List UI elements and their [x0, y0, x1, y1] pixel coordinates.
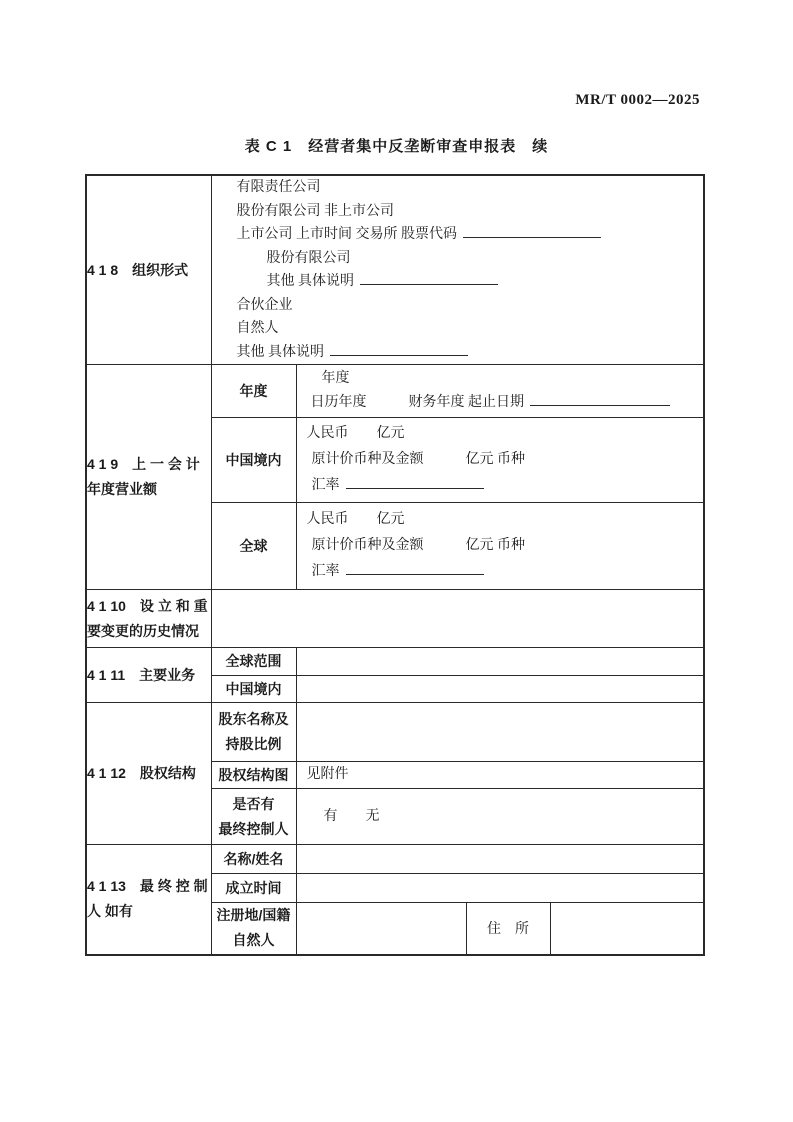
row-label-419: [86, 365, 211, 590]
china-line2: 原计价币种及金额 亿元 币种: [311, 452, 525, 467]
row-label-4110: [86, 590, 211, 648]
option-natural-person: 自然人: [236, 321, 279, 336]
option-partnership: 合伙企业: [236, 297, 293, 313]
controller-name-label: 名称/姓名: [211, 845, 296, 874]
controller-question-label: [211, 789, 296, 845]
controller-question-line2: 最终控制人: [218, 820, 289, 837]
global-line2: 原计价币种及金额 亿元 币种: [311, 538, 525, 553]
option-limited-liability-company: 有限责任公司: [236, 180, 321, 195]
china-domestic-label: 中国境内: [211, 418, 296, 503]
row-label-4112: 4 1 12 股权结构: [86, 703, 211, 845]
row-4111-global-scope: [86, 648, 704, 676]
equity-chart-content: [296, 762, 704, 789]
option-listed-other-text: 其他 具体说明: [266, 274, 354, 289]
china-exchange-rate-text: 汇率: [311, 478, 340, 493]
option-joint-stock-unlisted: 股份有限公司 非上市公司: [236, 203, 394, 219]
global-exchange-rate-blank: [346, 561, 484, 575]
shareholders-label-line1: 股东名称及: [218, 711, 289, 727]
controller-question-content: [296, 789, 704, 845]
year-line2: [297, 391, 704, 415]
option-listed-joint-stock: 股份有限公司: [266, 250, 351, 266]
shareholders-content-empty: [296, 703, 704, 762]
residence-label: 住 所: [466, 903, 550, 955]
row-418-organization-form: [86, 175, 704, 365]
shareholders-label-line2: 持股比例: [225, 736, 282, 752]
equity-chart-label: 股权结构图: [211, 762, 296, 789]
other-blank: [330, 342, 468, 356]
organization-form-options: [211, 175, 704, 365]
option-listed-text: 上市公司 上市时间 交易所 股票代码: [236, 227, 457, 242]
registry-content-empty: [296, 903, 466, 955]
year-content: [296, 365, 704, 418]
global-line3: [297, 559, 704, 585]
row-label-4113: [86, 845, 211, 955]
row-label-418: 4 1 8 组织形式: [86, 175, 211, 365]
global-line1: 人民币 亿元: [306, 512, 405, 527]
global-exchange-rate-text: 汇率: [311, 564, 340, 579]
option-listed-company: [212, 223, 704, 247]
row-label-4113-line1: 4 1 13 最 终 控 制: [87, 878, 208, 895]
declaration-form-table: [85, 174, 705, 956]
controller-yes-no: 有 无: [323, 808, 380, 824]
year-label: 年度: [211, 365, 296, 418]
row-label-419-line1: 4 1 9 上 一 会 计: [87, 456, 200, 472]
global-scope-label: 全球范围: [211, 648, 296, 676]
row-label-4111: 4 1 11 主要业务: [86, 648, 211, 703]
year-line1: 年度: [321, 371, 350, 386]
controller-name-content-empty: [296, 845, 704, 874]
row-4112-shareholders: [86, 703, 704, 762]
founded-time-label: 成立时间: [211, 874, 296, 903]
equity-chart-value: 见附件: [306, 767, 349, 782]
china-turnover-content: [296, 418, 704, 503]
founded-time-content-empty: [296, 874, 704, 903]
history-content-empty: [211, 590, 704, 648]
global-label: 全球: [211, 503, 296, 590]
shareholders-label: [211, 703, 296, 762]
global-scope-content-empty: [296, 648, 704, 676]
china-line3: [297, 473, 704, 499]
global-turnover-content: [296, 503, 704, 590]
china-scope-label: 中国境内: [211, 676, 296, 703]
table-title: 表 C 1 经营者集中反垄断审查申报表 续: [244, 138, 549, 155]
row-label-419-line2: 年度营业额: [87, 481, 157, 497]
registry-label-line1: 注册地/国籍: [216, 907, 291, 924]
registry-label-line2: 自然人: [232, 932, 275, 949]
row-4113-name: [86, 845, 704, 874]
residence-content-empty: [550, 903, 704, 955]
row-4110-history: [86, 590, 704, 648]
date-range-blank: [530, 392, 670, 406]
row-label-4113-line2: 人 如有: [87, 903, 133, 920]
listed-other-blank: [360, 271, 498, 285]
row-label-4110-line1: 4 1 10 设 立 和 重: [87, 597, 208, 614]
option-other: [212, 341, 704, 365]
option-listed-other: [212, 270, 704, 294]
standard-number: MR/T 0002—2025: [575, 92, 700, 108]
stock-code-blank: [463, 224, 601, 238]
option-other-text: 其他 具体说明: [236, 344, 324, 360]
china-scope-content-empty: [296, 676, 704, 703]
row-label-4110-line2: 要变更的历史情况: [87, 622, 199, 639]
year-line2-text: 日历年度 财务年度 起止日期: [310, 395, 524, 410]
china-exchange-rate-blank: [346, 475, 484, 489]
row-419-year: [86, 365, 704, 418]
china-line1: 人民币 亿元: [306, 426, 405, 441]
controller-question-line1: 是否有: [232, 795, 275, 812]
registry-label: [211, 903, 296, 955]
